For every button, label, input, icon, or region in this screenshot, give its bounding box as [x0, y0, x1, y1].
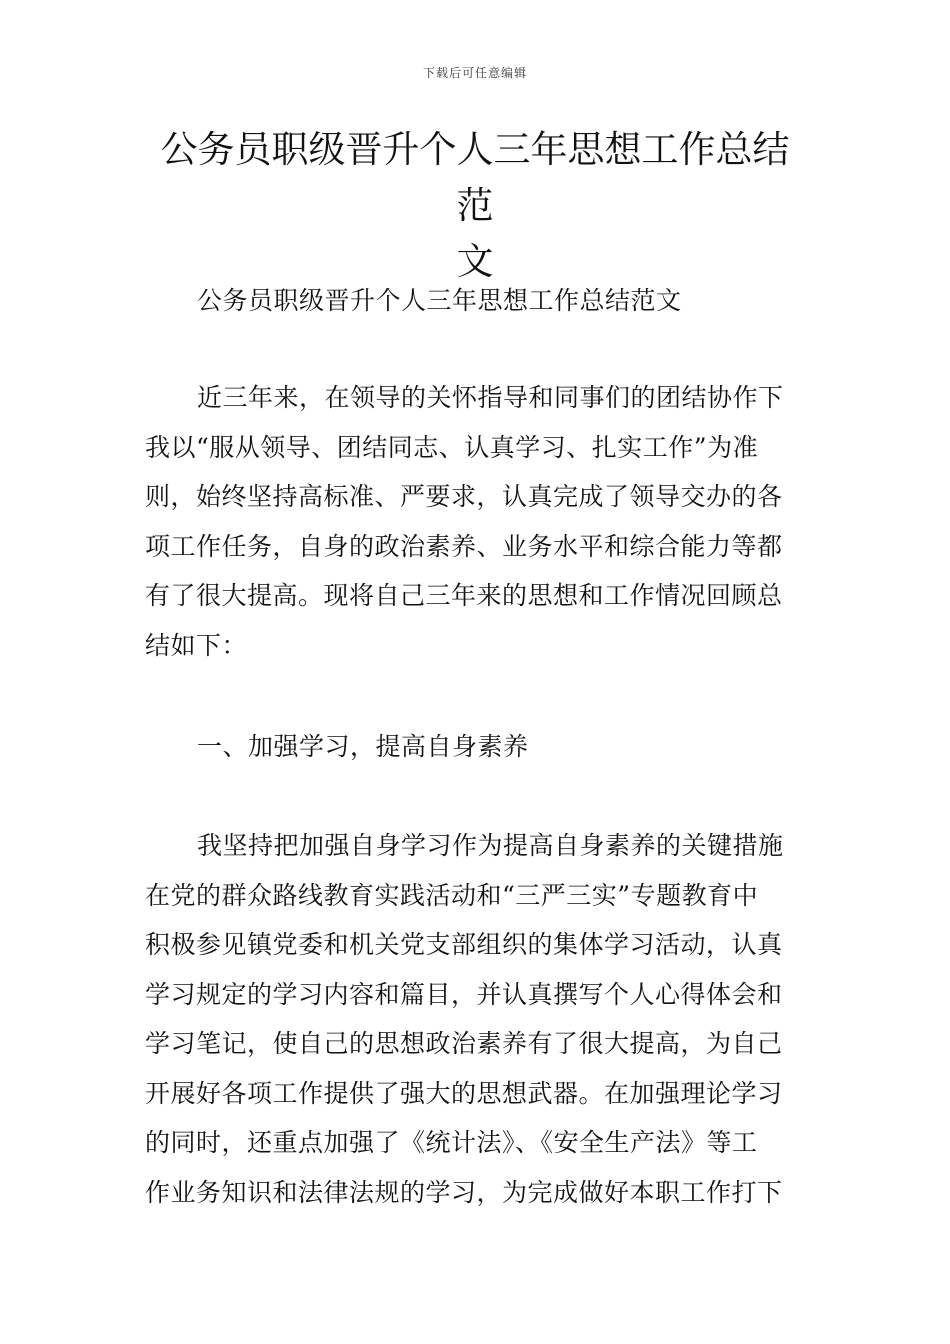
- paragraph-study: [145, 821, 805, 1217]
- paragraph-line: 积极参见镇党委和机关党支部组织的集体学习活动，认真: [145, 930, 783, 959]
- paragraph-line: 学习规定的学习内容和篇目，并认真撰写个人心得体会和: [145, 979, 783, 1009]
- paragraph-line: 有了很大提高。现将自己三年来的思想和工作情况回顾总: [145, 581, 783, 610]
- subtitle-block: [145, 276, 805, 326]
- title-line: 公务员职级晋升个人三年思想工作总结范: [160, 128, 790, 227]
- paragraph-line: 的同时，还重点加强了《统计法》、《安全生产法》等工: [145, 1128, 758, 1157]
- section-heading: 一、加强学习，提高自身素养: [197, 732, 529, 761]
- document-title: [150, 122, 800, 290]
- subtitle: 公务员职级晋升个人三年思想工作总结范文: [197, 286, 682, 315]
- paragraph-line: 则，始终坚持高标准、严要求，认真完成了领导交办的各: [145, 482, 783, 511]
- paragraph-line: 在党的群众路线教育实践活动和“三严三实”专题教育中: [145, 880, 759, 910]
- section-heading-block: [145, 722, 805, 772]
- title-line: 文: [456, 240, 494, 283]
- paragraph-line: 我坚持把加强自身学习作为提高自身素养的关键措施: [197, 831, 784, 860]
- paragraph-line: 近三年来，在领导的关怀指导和同事们的团结协作下: [197, 383, 784, 412]
- paragraph-line: 项工作任务，自身的政治素养、业务水平和综合能力等都: [145, 531, 783, 561]
- paragraph-intro: [145, 373, 805, 670]
- header-note: 下载后可任意编辑: [422, 66, 527, 80]
- paragraph-line: 学习笔记，使自己的思想政治素养有了很大提高，为自己: [145, 1029, 783, 1058]
- paragraph-line: 结如下：: [145, 630, 248, 660]
- paragraph-line: 开展好各项工作提供了强大的思想武器。在加强理论学习: [145, 1078, 783, 1108]
- paragraph-line: 作业务知识和法律法规的学习，为完成做好本职工作打下: [145, 1177, 783, 1207]
- paragraph-line: 我以“服从领导、团结同志、认真学习、扎实工作”为准: [145, 432, 759, 462]
